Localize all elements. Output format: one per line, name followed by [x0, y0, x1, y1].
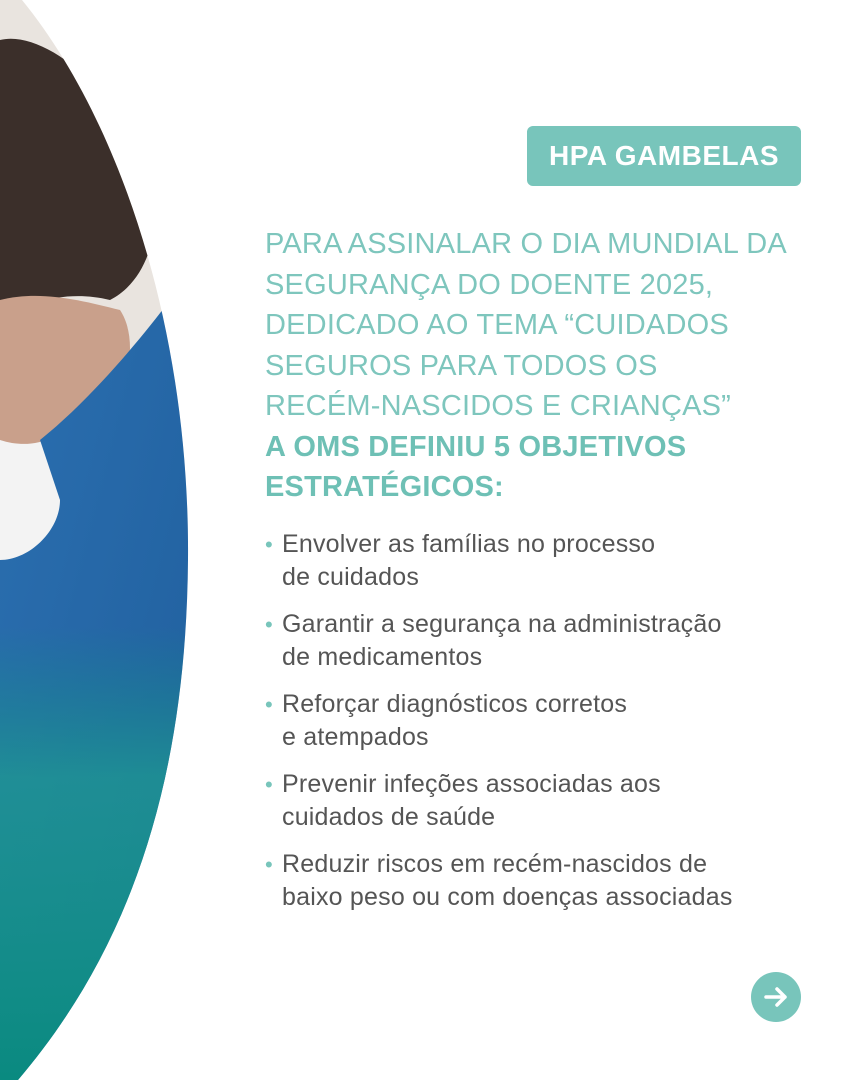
- bullet-icon: •: [265, 532, 273, 557]
- objective-line: Prevenir infeções associadas aos: [282, 770, 661, 798]
- objective-line: Reduzir riscos em recém-nascidos de: [282, 850, 708, 878]
- intro-line: SEGURANÇA DO DOENTE 2025,: [265, 268, 714, 301]
- intro-line: DEDICADO AO TEMA “CUIDADOS: [265, 309, 729, 341]
- bullet-icon: •: [265, 612, 273, 637]
- intro-heading: [265, 224, 845, 508]
- objective-line: cuidados de saúde: [282, 803, 496, 831]
- intro-line: RECÉM-NASCIDOS E CRIANÇAS”: [265, 390, 732, 422]
- objective-line: Reforçar diagnósticos corretos: [282, 690, 628, 718]
- hospital-badge: [527, 126, 801, 186]
- arrow-right-icon: [761, 982, 791, 1012]
- bullet-icon: •: [265, 772, 273, 797]
- intro-line: PARA ASSINALAR O DIA MUNDIAL DA: [265, 228, 787, 260]
- objective-line: Envolver as famílias no processo: [282, 530, 656, 558]
- objectives-list: [265, 528, 825, 928]
- bullet-icon: •: [265, 692, 273, 717]
- intro-bold-line: A OMS DEFINIU 5 OBJETIVOS: [265, 430, 687, 463]
- list-item: [265, 768, 825, 834]
- objective-line: de cuidados: [282, 563, 420, 591]
- next-button[interactable]: [751, 972, 801, 1022]
- objective-line: baixo peso ou com doenças associadas: [282, 883, 733, 911]
- intro-line: SEGUROS PARA TODOS OS: [265, 349, 658, 382]
- list-item: [265, 848, 825, 914]
- intro-bold-line: ESTRATÉGICOS:: [265, 471, 504, 503]
- bullet-icon: •: [265, 852, 273, 877]
- objective-line: de medicamentos: [282, 643, 483, 671]
- list-item: [265, 528, 825, 594]
- badge-label: HPA GAMBELAS: [549, 140, 779, 171]
- objective-line: e atempados: [282, 723, 429, 751]
- objective-line: Garantir a segurança na administração: [282, 610, 722, 638]
- list-item: [265, 608, 825, 674]
- list-item: [265, 688, 825, 754]
